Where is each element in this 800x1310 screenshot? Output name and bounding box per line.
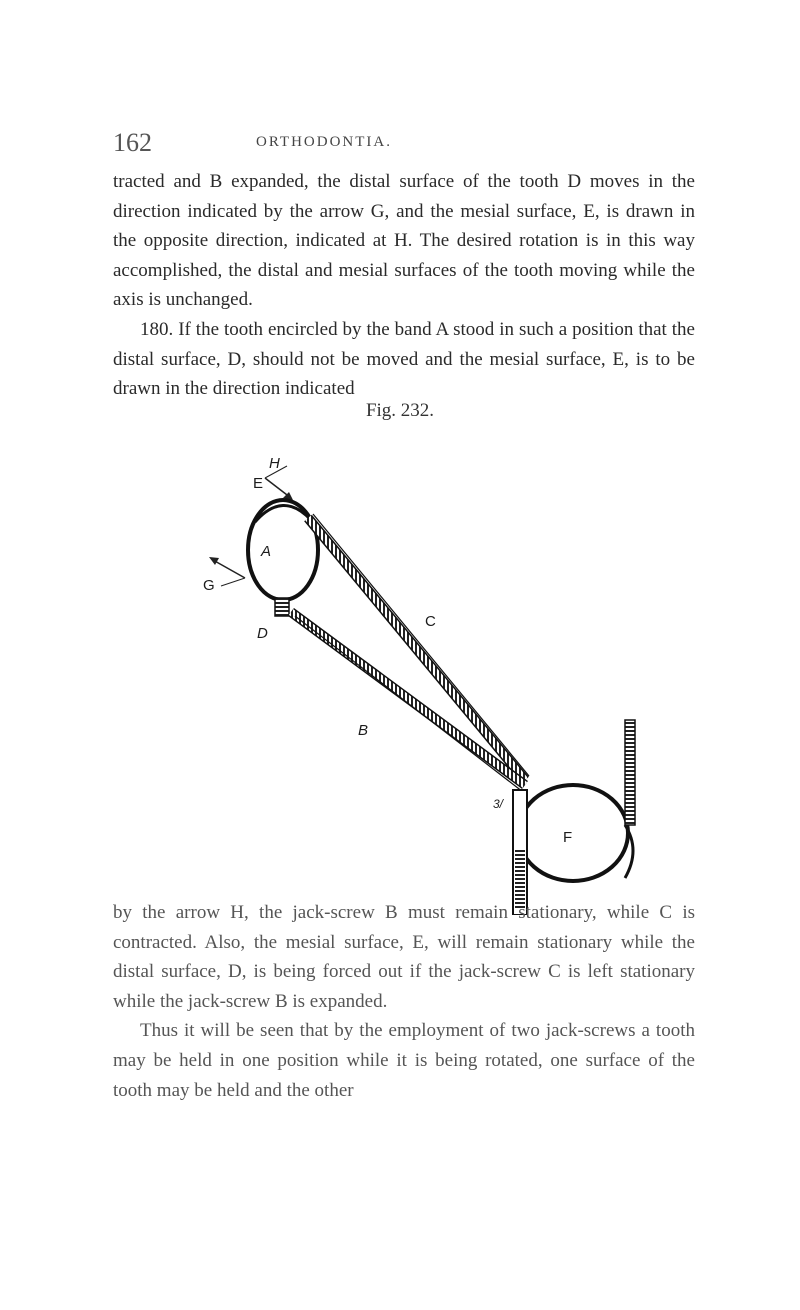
label-h: H bbox=[269, 455, 280, 472]
tooth-band-f bbox=[518, 785, 628, 881]
figure-drawing bbox=[195, 430, 675, 915]
label-a: A bbox=[261, 543, 272, 560]
paragraph: by the arrow H, the jack-screw B must remain stationary, while C is contracted. Also, the mesial surface, E, will remain stationary while the distal surface, D, is being forced out if the jack-screw C is left stationary while the jack-screw B is expanded. bbox=[113, 902, 695, 1012]
label-b: B bbox=[358, 722, 369, 739]
paragraph: Thus it will be seen that by the employment of two jack-screws a tooth may be held in one position while it is being rotated, one surface of the tooth may be held and the other bbox=[113, 1020, 695, 1101]
label-e: E bbox=[253, 475, 264, 492]
label-f: F bbox=[563, 829, 573, 846]
label-fragment: 3/ bbox=[493, 797, 504, 811]
label-d: D bbox=[257, 625, 268, 642]
nut-d bbox=[275, 598, 289, 616]
figure-jack-screw-diagram bbox=[195, 430, 675, 915]
figure-caption: Fig. 232. bbox=[365, 400, 435, 421]
page-header bbox=[113, 120, 693, 160]
paragraph: tracted and B expanded, the distal surface of the tooth D moves in the direction indicated by the arrow G, and the mesial surface, E, is drawn in the opposite direction, indicated at H. The desired rotation is in this way accomplished, the distal and mesial surfaces of the tooth moving while the axis is unchanged. bbox=[113, 171, 695, 311]
paragraph: 180. If the tooth encircled by the band A stood in such a position that the distal surface, D, should not be moved and the mesial surface, E, is to be drawn in the direction indicated bbox=[113, 318, 695, 400]
label-g: G bbox=[203, 577, 215, 594]
text-block-top bbox=[113, 167, 695, 404]
page-number: 162 bbox=[113, 128, 152, 157]
text-block-bottom bbox=[113, 898, 695, 1105]
running-head: ORTHODONTIA. bbox=[256, 134, 393, 150]
right-screw bbox=[625, 720, 635, 825]
label-c: C bbox=[425, 613, 436, 630]
